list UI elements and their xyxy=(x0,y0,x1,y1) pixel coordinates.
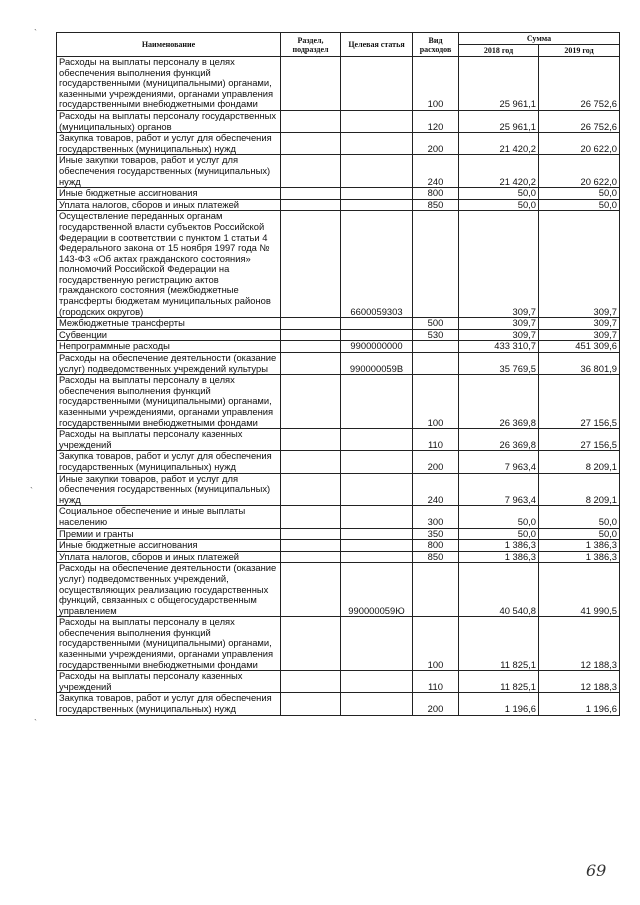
row-name: Закупка товаров, работ и услуг для обеспечения государственных (муниципальных) нужд xyxy=(57,693,281,715)
table-row xyxy=(57,473,620,506)
row-value-2018: 50,0 xyxy=(459,199,539,211)
row-kind: 800 xyxy=(413,188,459,200)
margin-mark: ` xyxy=(34,718,37,728)
row-kind: 200 xyxy=(413,451,459,473)
row-value-2018: 25 961,1 xyxy=(459,110,539,132)
table-row xyxy=(57,551,620,563)
row-value-2018: 11 825,1 xyxy=(459,617,539,671)
table-row xyxy=(57,133,620,155)
row-value-2019: 27 156,5 xyxy=(539,375,620,429)
row-value-2019: 451 309,6 xyxy=(539,341,620,353)
row-name: Расходы на выплаты персоналу в целях обеспечения выполнения функций государственными (муниципальными) органами, казенными учреждениями, органами управления государственными внебюджетными фондами xyxy=(57,375,281,429)
row-section xyxy=(281,693,341,715)
row-value-2019: 309,7 xyxy=(539,318,620,330)
row-name: Расходы на выплаты персоналу в целях обеспечения выполнения функций государственными (муниципальными) органами, казенными учреждениями, органами управления государственными внебюджетными фондами xyxy=(57,57,281,111)
row-value-2018: 50,0 xyxy=(459,506,539,528)
row-section xyxy=(281,133,341,155)
row-kind: 120 xyxy=(413,110,459,132)
table-row xyxy=(57,57,620,111)
row-section xyxy=(281,551,341,563)
row-value-2018: 309,7 xyxy=(459,329,539,341)
row-kind: 110 xyxy=(413,429,459,451)
row-name: Иные бюджетные ассигнования xyxy=(57,540,281,552)
row-value-2018: 25 961,1 xyxy=(459,57,539,111)
row-value-2019: 50,0 xyxy=(539,506,620,528)
row-kind: 240 xyxy=(413,473,459,506)
header-kind: Вид расходов xyxy=(413,33,459,57)
row-section xyxy=(281,155,341,188)
row-name: Иные закупки товаров, работ и услуг для обеспечения государственных (муниципальных) нужд xyxy=(57,473,281,506)
row-section xyxy=(281,353,341,375)
row-section xyxy=(281,671,341,693)
row-value-2019: 50,0 xyxy=(539,199,620,211)
row-kind: 100 xyxy=(413,375,459,429)
row-section xyxy=(281,528,341,540)
row-value-2018: 433 310,7 xyxy=(459,341,539,353)
row-kind: 850 xyxy=(413,199,459,211)
row-value-2018: 26 369,8 xyxy=(459,429,539,451)
row-name: Расходы на выплаты персоналу государственных (муниципальных) органов xyxy=(57,110,281,132)
row-value-2019: 26 752,6 xyxy=(539,110,620,132)
table-row xyxy=(57,155,620,188)
row-kind: 200 xyxy=(413,693,459,715)
row-target xyxy=(341,540,413,552)
row-target xyxy=(341,506,413,528)
row-value-2019: 20 622,0 xyxy=(539,155,620,188)
row-section xyxy=(281,473,341,506)
header-2019: 2019 год xyxy=(539,45,620,57)
row-name: Закупка товаров, работ и услуг для обеспечения государственных (муниципальных) нужд xyxy=(57,133,281,155)
table-row xyxy=(57,375,620,429)
row-target xyxy=(341,133,413,155)
row-value-2019: 12 188,3 xyxy=(539,617,620,671)
row-kind: 300 xyxy=(413,506,459,528)
row-name: Расходы на обеспечение деятельности (оказание услуг) подведомственных учреждений, осуществляющих реализацию государственных функций, связанных с общегосударственным управлением xyxy=(57,563,281,617)
row-target: 9900000000 xyxy=(341,341,413,353)
row-section xyxy=(281,329,341,341)
margin-mark: ` xyxy=(34,28,37,38)
row-kind xyxy=(413,563,459,617)
row-section xyxy=(281,540,341,552)
row-target xyxy=(341,617,413,671)
row-section xyxy=(281,318,341,330)
row-kind: 530 xyxy=(413,329,459,341)
row-name: Закупка товаров, работ и услуг для обеспечения государственных (муниципальных) нужд xyxy=(57,451,281,473)
row-value-2018: 7 963,4 xyxy=(459,451,539,473)
row-target xyxy=(341,318,413,330)
row-value-2018: 21 420,2 xyxy=(459,155,539,188)
table-row xyxy=(57,110,620,132)
row-value-2018: 7 963,4 xyxy=(459,473,539,506)
table-row xyxy=(57,540,620,552)
row-section xyxy=(281,341,341,353)
page-number: 69 xyxy=(586,861,607,880)
row-section xyxy=(281,506,341,528)
header-name: Наименование xyxy=(57,33,281,57)
row-value-2018: 1 196,6 xyxy=(459,693,539,715)
table-row xyxy=(57,617,620,671)
row-name: Социальное обеспечение и иные выплаты населению xyxy=(57,506,281,528)
row-section xyxy=(281,188,341,200)
row-value-2018: 35 769,5 xyxy=(459,353,539,375)
row-value-2019: 8 209,1 xyxy=(539,473,620,506)
table-row xyxy=(57,329,620,341)
row-section xyxy=(281,110,341,132)
row-target xyxy=(341,199,413,211)
row-value-2019: 50,0 xyxy=(539,188,620,200)
row-target xyxy=(341,375,413,429)
row-name: Уплата налогов, сборов и иных платежей xyxy=(57,199,281,211)
row-target: 6600059303 xyxy=(341,211,413,318)
row-kind: 350 xyxy=(413,528,459,540)
table-row xyxy=(57,318,620,330)
row-value-2018: 309,7 xyxy=(459,211,539,318)
row-value-2019: 12 188,3 xyxy=(539,671,620,693)
row-value-2018: 50,0 xyxy=(459,188,539,200)
row-name: Уплата налогов, сборов и иных платежей xyxy=(57,551,281,563)
table-row xyxy=(57,211,620,318)
row-value-2018: 26 369,8 xyxy=(459,375,539,429)
row-value-2018: 1 386,3 xyxy=(459,551,539,563)
margin-mark: ` xyxy=(30,486,33,496)
row-target xyxy=(341,57,413,111)
row-name: Непрограммные расходы xyxy=(57,341,281,353)
table-row xyxy=(57,528,620,540)
row-target: 990000059В xyxy=(341,353,413,375)
row-name: Расходы на выплаты персоналу казенных учреждений xyxy=(57,671,281,693)
row-target: 990000059Ю xyxy=(341,563,413,617)
row-kind xyxy=(413,353,459,375)
table-row xyxy=(57,199,620,211)
table-row xyxy=(57,188,620,200)
row-value-2019: 1 386,3 xyxy=(539,540,620,552)
row-value-2019: 20 622,0 xyxy=(539,133,620,155)
row-name: Иные закупки товаров, работ и услуг для обеспечения государственных (муниципальных) нужд xyxy=(57,155,281,188)
row-kind: 200 xyxy=(413,133,459,155)
row-section xyxy=(281,429,341,451)
row-kind: 800 xyxy=(413,540,459,552)
header-sum: Сумма xyxy=(459,33,620,45)
row-section xyxy=(281,211,341,318)
table-row xyxy=(57,353,620,375)
row-target xyxy=(341,110,413,132)
budget-table xyxy=(56,32,620,716)
row-target xyxy=(341,671,413,693)
row-section xyxy=(281,563,341,617)
row-target xyxy=(341,155,413,188)
row-value-2018: 40 540,8 xyxy=(459,563,539,617)
row-kind: 500 xyxy=(413,318,459,330)
row-target xyxy=(341,188,413,200)
header-section: Раздел, подраздел xyxy=(281,33,341,57)
table-header-row xyxy=(57,33,620,45)
table-row xyxy=(57,451,620,473)
row-section xyxy=(281,375,341,429)
row-name: Расходы на выплаты персоналу казенных учреждений xyxy=(57,429,281,451)
row-target xyxy=(341,693,413,715)
row-name: Премии и гранты xyxy=(57,528,281,540)
row-kind: 850 xyxy=(413,551,459,563)
header-target: Целевая статья xyxy=(341,33,413,57)
row-value-2019: 1 196,6 xyxy=(539,693,620,715)
row-name: Межбюджетные трансферты xyxy=(57,318,281,330)
row-value-2019: 309,7 xyxy=(539,329,620,341)
row-target xyxy=(341,551,413,563)
table-row xyxy=(57,693,620,715)
row-value-2019: 309,7 xyxy=(539,211,620,318)
row-kind: 100 xyxy=(413,617,459,671)
row-target xyxy=(341,329,413,341)
row-kind: 110 xyxy=(413,671,459,693)
row-section xyxy=(281,451,341,473)
row-value-2018: 11 825,1 xyxy=(459,671,539,693)
row-value-2019: 8 209,1 xyxy=(539,451,620,473)
table-row xyxy=(57,563,620,617)
row-target xyxy=(341,528,413,540)
row-value-2019: 26 752,6 xyxy=(539,57,620,111)
row-value-2019: 50,0 xyxy=(539,528,620,540)
row-section xyxy=(281,617,341,671)
row-kind xyxy=(413,211,459,318)
row-name: Расходы на выплаты персоналу в целях обеспечения выполнения функций государственными (муниципальными) органами, казенными учреждениями, органами управления государственными внебюджетными фондами xyxy=(57,617,281,671)
row-value-2019: 36 801,9 xyxy=(539,353,620,375)
row-target xyxy=(341,451,413,473)
table-row xyxy=(57,341,620,353)
row-value-2019: 41 990,5 xyxy=(539,563,620,617)
row-name: Расходы на обеспечение деятельности (оказание услуг) подведомственных учреждений культуры xyxy=(57,353,281,375)
row-value-2018: 1 386,3 xyxy=(459,540,539,552)
row-value-2019: 27 156,5 xyxy=(539,429,620,451)
row-section xyxy=(281,199,341,211)
row-kind: 240 xyxy=(413,155,459,188)
table-row xyxy=(57,671,620,693)
row-value-2018: 309,7 xyxy=(459,318,539,330)
row-name: Иные бюджетные ассигнования xyxy=(57,188,281,200)
row-name: Осуществление переданных органам государственной власти субъектов Российской Федерации в соответствии с пунктом 1 статьи 4 Федерального закона от 15 ноября 1997 года № 143-ФЗ «Об актах гражданского состояния» полномочий Российской Федерации на государственную регистрацию актов гражданского состояния (межбюджетные трансферты бюджетам муниципальных районов (городских округов) xyxy=(57,211,281,318)
row-name: Субвенции xyxy=(57,329,281,341)
row-value-2018: 21 420,2 xyxy=(459,133,539,155)
table-row xyxy=(57,506,620,528)
table-row xyxy=(57,429,620,451)
header-2018: 2018 год xyxy=(459,45,539,57)
row-target xyxy=(341,473,413,506)
row-kind: 100 xyxy=(413,57,459,111)
row-value-2018: 50,0 xyxy=(459,528,539,540)
row-value-2019: 1 386,3 xyxy=(539,551,620,563)
row-section xyxy=(281,57,341,111)
row-kind xyxy=(413,341,459,353)
row-target xyxy=(341,429,413,451)
